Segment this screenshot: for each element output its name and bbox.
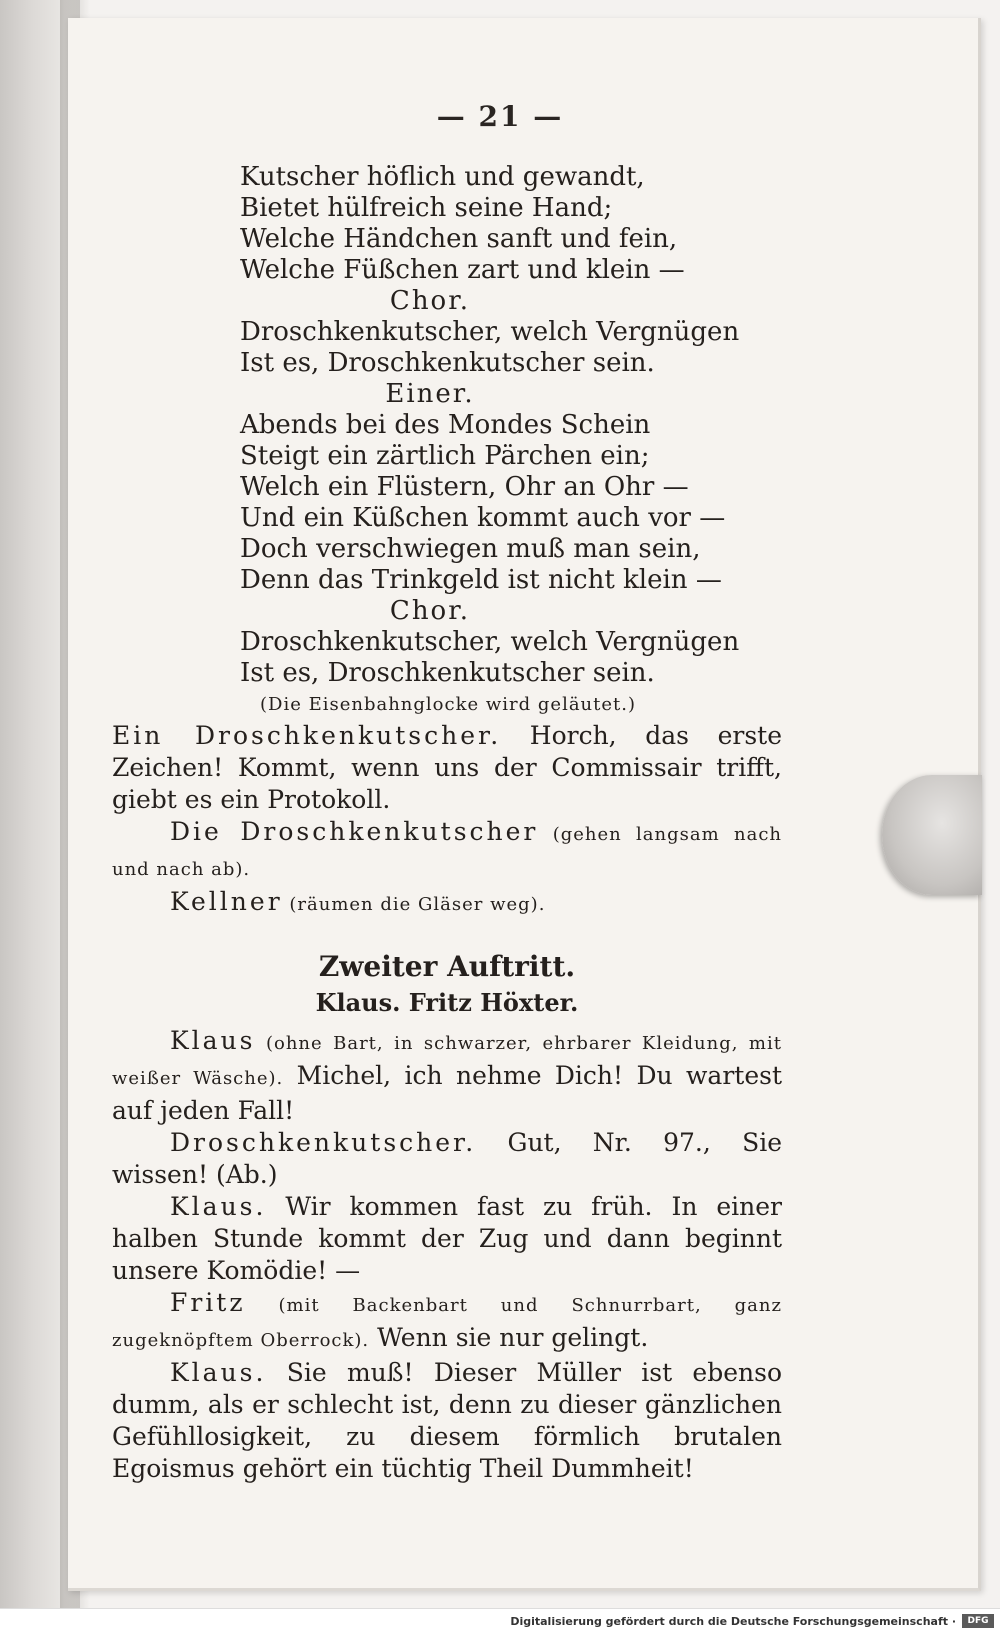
stage-direction: (mit Backenbart und Schnurrbart, ganz zugeknöpftem Oberrock). (112, 1295, 782, 1351)
dialogue-text: Sie muß! Dieser Müller ist ebenso dumm, als er schlecht ist, denn zu dieser gänzlichen Gefühllosigkeit, zu diesem förmlich brutalen Egoismus gehört ein tüchtig Theil Dummheit! (112, 1358, 782, 1483)
dialogue-paragraph (112, 720, 782, 816)
speaker-einer: Einer. (385, 379, 475, 409)
verse-line: Denn das Trinkgeld ist nicht klein — (240, 565, 722, 595)
stage-direction: (Die Eisenbahnglocke wird geläutet.) (260, 694, 637, 715)
stage-direction: (ohne Bart, in schwarzer, ehrbarer Kleidung, mit weißer Wäsche). (112, 1033, 782, 1089)
verse-line: Abends bei des Mondes Schein (240, 410, 651, 440)
verse-line: Doch verschwiegen muß man sein, (240, 534, 701, 564)
dialogue-paragraph (112, 1025, 782, 1127)
verse-line: Ist es, Droschkenkutscher sein. (240, 658, 655, 688)
speaker-chor: Chor. (389, 596, 471, 626)
dialogue-paragraph (112, 1191, 782, 1287)
dialogue-text: Wir kommen fast zu früh. In einer halben Stunde kommt der Zug und dann beginnt unsere Komödie! — (112, 1192, 782, 1285)
magnifier-glass (882, 775, 982, 895)
speaker-name: Droschkenkutscher. (170, 1128, 477, 1157)
speaker-name: Klaus (170, 1026, 256, 1055)
dialogue-text: Gut, Nr. 97., Sie wissen! (Ab.) (112, 1128, 782, 1189)
speaker-name: Die Droschkenkutscher (170, 817, 539, 846)
footer-credit: Digitalisierung gefördert durch die Deutsche Forschungsgemeinschaft · (510, 1615, 956, 1628)
speaker-name: Fritz (170, 1288, 246, 1317)
speaker-name: Kellner (170, 887, 283, 916)
speaker-name: Klaus. (170, 1192, 267, 1221)
scene-title: Zweiter Auftritt. (318, 950, 576, 983)
speaker-name: Ein Droschkenkutscher. (112, 721, 502, 750)
verse-line: Bietet hülfreich seine Hand; (240, 193, 613, 223)
dialogue-paragraph (112, 816, 782, 886)
verse-line: Droschkenkutscher, welch Vergnügen (240, 317, 740, 347)
speaker-chor: Chor. (389, 286, 471, 316)
verse-line: Und ein Küßchen kommt auch vor — (240, 503, 726, 533)
verse-line: Welche Füßchen zart und klein — (240, 255, 685, 285)
verse-line: Kutscher höflich und gewandt, (240, 162, 645, 192)
footer-bar (0, 1608, 1000, 1635)
dialogue-paragraph (112, 1357, 782, 1485)
verse-line: Steigt ein zärtlich Pärchen ein; (240, 441, 650, 471)
verse-line: Welch ein Flüstern, Ohr an Ohr — (240, 472, 689, 502)
verse-line: Ist es, Droschkenkutscher sein. (240, 348, 655, 378)
verse-block (240, 162, 940, 720)
verse-line: Welche Händchen sanft und fein, (240, 224, 678, 254)
verse-line: Droschkenkutscher, welch Vergnügen (240, 627, 740, 657)
stage-direction: (gehen langsam nach und nach ab). (112, 824, 782, 880)
dialogue-text: Wenn sie nur gelingt. (369, 1323, 649, 1352)
dialogue-paragraph (112, 886, 782, 921)
dialogue-paragraph (112, 1287, 782, 1357)
dialogue-paragraph (112, 1127, 782, 1191)
scene-persons: Klaus. Fritz Höxter. (315, 988, 579, 1017)
prose-block (112, 720, 782, 1485)
stage-direction: (räumen die Gläser weg). (282, 894, 546, 915)
speaker-name: Klaus. (170, 1358, 267, 1387)
dfg-logo: DFG (962, 1614, 994, 1628)
dialogue-text: Michel, ich nehme Dich! Du wartest auf jeden Fall! (112, 1061, 782, 1125)
page-number: — 21 — (436, 100, 564, 133)
dialogue-text: Horch, das erste Zeichen! Kommt, wenn uns der Commissair trifft, giebt es ein Protokoll. (112, 721, 782, 814)
